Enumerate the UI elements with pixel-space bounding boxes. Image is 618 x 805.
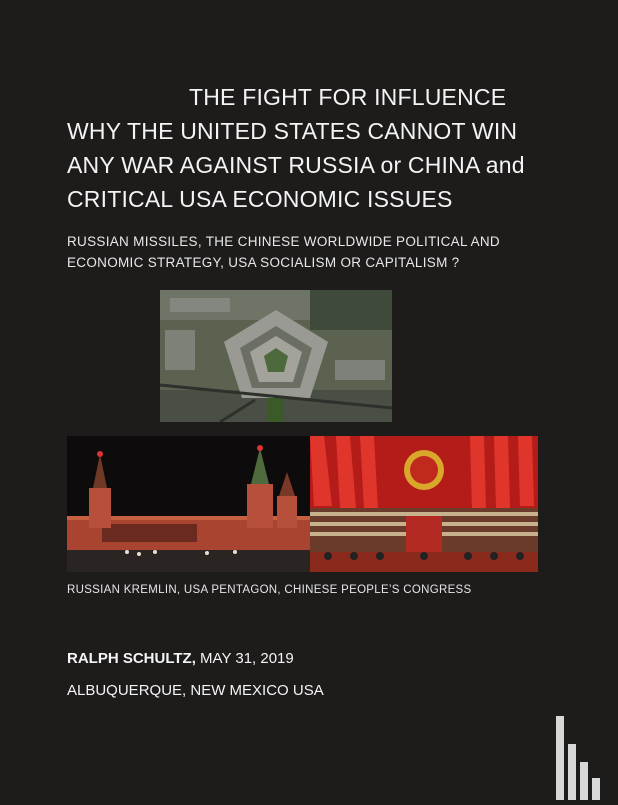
location: ALBUQUERQUE, NEW MEXICO USA: [67, 682, 324, 699]
congress-photo: [310, 436, 538, 572]
kremlin-photo: [67, 436, 310, 572]
photo-caption: RUSSIAN KREMLIN, USA PENTAGON, CHINESE PEOPLE’S CONGRESS: [67, 584, 472, 596]
title-line-4: CRITICAL USA ECONOMIC ISSUES: [67, 186, 453, 212]
author-line: [67, 650, 294, 667]
publisher-logo-icon: [542, 716, 604, 800]
title-line-2: WHY THE UNITED STATES CANNOT WIN: [67, 118, 518, 144]
title-line-1: THE FIGHT FOR INFLUENCE: [189, 84, 507, 110]
author-name: RALPH SCHULTZ,: [67, 650, 196, 667]
pentagon-photo: [160, 290, 392, 422]
subtitle-line-1: RUSSIAN MISSILES, THE CHINESE WORLDWIDE POLITICAL AND: [67, 234, 500, 249]
subtitle-line-2: ECONOMIC STRATEGY, USA SOCIALISM OR CAPITALISM ?: [67, 255, 460, 270]
title-line-3: ANY WAR AGAINST RUSSIA or CHINA and: [67, 152, 525, 178]
publication-date: MAY 31, 2019: [195, 650, 294, 667]
